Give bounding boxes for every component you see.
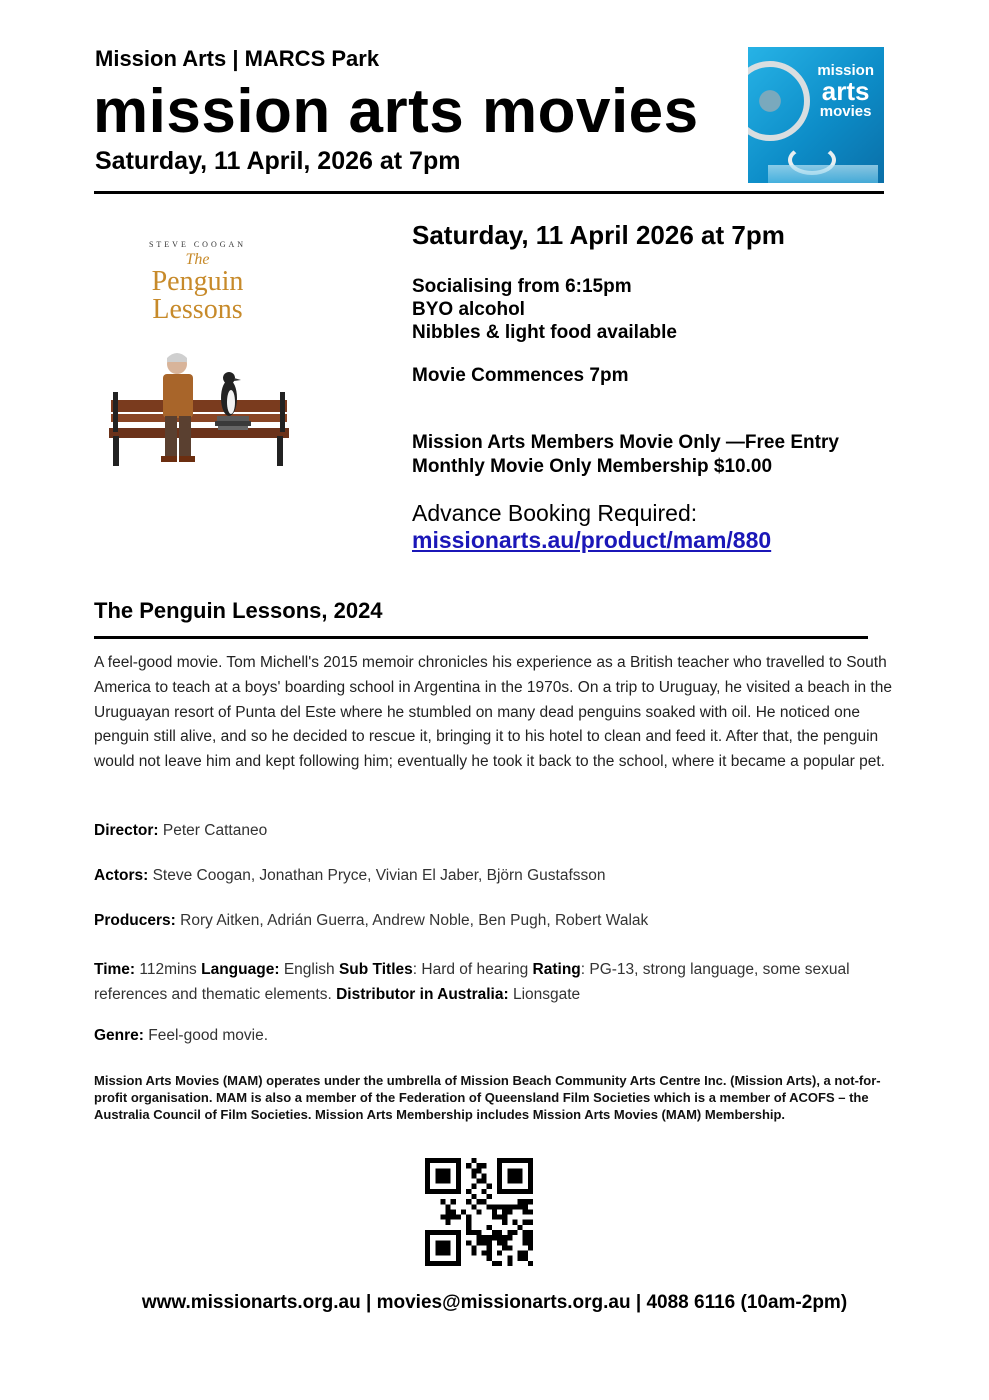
director-label: Director: xyxy=(94,822,159,839)
logo-line-3: movies xyxy=(819,103,872,120)
member-line: Mission Arts Members Movie Only —Free Entry xyxy=(412,432,839,453)
poster-title-word2: Lessons xyxy=(152,294,243,325)
language-value: English xyxy=(283,961,335,978)
film-reel-icon xyxy=(748,61,810,141)
actors-label: Actors: xyxy=(94,867,149,884)
movie-poster xyxy=(105,232,290,517)
org-line: Mission Arts | MARCS Park xyxy=(95,46,380,71)
movie-commences: Movie Commences 7pm xyxy=(412,365,629,386)
poster-credit: STEVE COOGAN xyxy=(148,240,247,249)
distributor-label: Distributor in Australia: xyxy=(336,986,509,1003)
mission-arts-movies-logo xyxy=(748,47,884,183)
movie-synopsis: A feel-good movie. Tom Michell's 2015 memoir chronicles his experience as a British teacher who travelled to South America to teach at a boys' boarding school in Argentina in the 1970s. On a trip to Uruguay, he visited a beach in the Uruguayan resort of Punta del Este where he stumbled on many dead penguins soaked with oil. He noticed one penguin still alive, and so he decided to rescue it, bringing it to his hotel to clean and feed it. After that, the penguin would not leave him and kept following him; eventually he took it back to the school, where it became a popular pet. xyxy=(94,654,892,771)
section-divider xyxy=(94,636,868,639)
social-line: BYO alcohol xyxy=(412,299,525,320)
logo-base xyxy=(768,165,878,183)
booking-link[interactable]: missionarts.au/product/mam/880 xyxy=(412,527,772,553)
booking-info xyxy=(412,500,771,554)
subtitles-label: Sub Titles xyxy=(338,961,413,978)
actors-field xyxy=(94,867,606,885)
contact-footer: www.missionarts.org.au | movies@missionarts.org.au | 4088 6116 (10am-2pm) xyxy=(141,1292,848,1313)
producers-label: Producers: xyxy=(94,912,176,929)
poster-title-word1: Penguin xyxy=(151,266,244,297)
genre-value: Feel-good movie. xyxy=(148,1027,269,1044)
social-line: Nibbles & light food available xyxy=(412,322,677,343)
movie-heading: The Penguin Lessons, 2024 xyxy=(94,598,383,623)
distributor-value: Lionsgate xyxy=(512,986,581,1003)
logo-text xyxy=(817,63,874,119)
time-value: 112mins xyxy=(139,961,197,978)
time-field xyxy=(94,957,894,1007)
rating-value: : PG-13, strong language, some sexual references and thematic elements. xyxy=(94,961,850,1003)
bench-back-icon xyxy=(111,400,287,412)
socialising-info xyxy=(412,275,677,344)
subtitles-value: : Hard of hearing xyxy=(412,961,529,978)
header-divider xyxy=(94,191,884,194)
director-value: Peter Cattaneo xyxy=(162,822,268,839)
membership-info xyxy=(412,431,839,479)
director-field xyxy=(94,822,267,840)
logo-line-1: mission xyxy=(817,62,874,79)
poster-title-the: The xyxy=(185,251,210,268)
language-label: Language: xyxy=(201,961,280,978)
social-line: Socialising from 6:15pm xyxy=(412,276,632,297)
event-date: Saturday, 11 April 2026 at 7pm xyxy=(412,220,785,250)
member-line: Monthly Movie Only Membership $10.00 xyxy=(412,456,773,477)
genre-field xyxy=(94,1027,268,1045)
footer-note: Mission Arts Movies (MAM) operates under the umbrella of Mission Beach Community Arts Centre Inc. (Mission Arts), a not-for-profit organisation. MAM is also a member of the Federation of Queensland Film Societies which is a member of ACOFS – the Australia Council of Film Societies. Mission Arts Membership includes Mission Arts Movies (MAM) Membership. xyxy=(94,1073,881,1122)
poster-illustration xyxy=(105,232,290,517)
header-date: Saturday, 11 April, 2026 at 7pm xyxy=(95,147,461,175)
rating-label: Rating xyxy=(532,961,581,978)
producers-value: Rory Aitken, Adrián Guerra, Andrew Noble, Ben Pugh, Robert Walak xyxy=(180,912,649,929)
genre-label: Genre: xyxy=(94,1027,144,1044)
booking-label: Advance Booking Required: xyxy=(412,500,698,526)
time-label: Time: xyxy=(94,961,136,978)
books-icon xyxy=(217,416,249,421)
qr-code-icon[interactable] xyxy=(425,1158,533,1266)
page-title: mission arts movies xyxy=(93,77,699,146)
logo-line-2: arts xyxy=(821,76,870,106)
actors-value: Steve Coogan, Jonathan Pryce, Vivian El Jaber, Björn Gustafsson xyxy=(152,867,606,884)
producers-field xyxy=(94,912,648,930)
